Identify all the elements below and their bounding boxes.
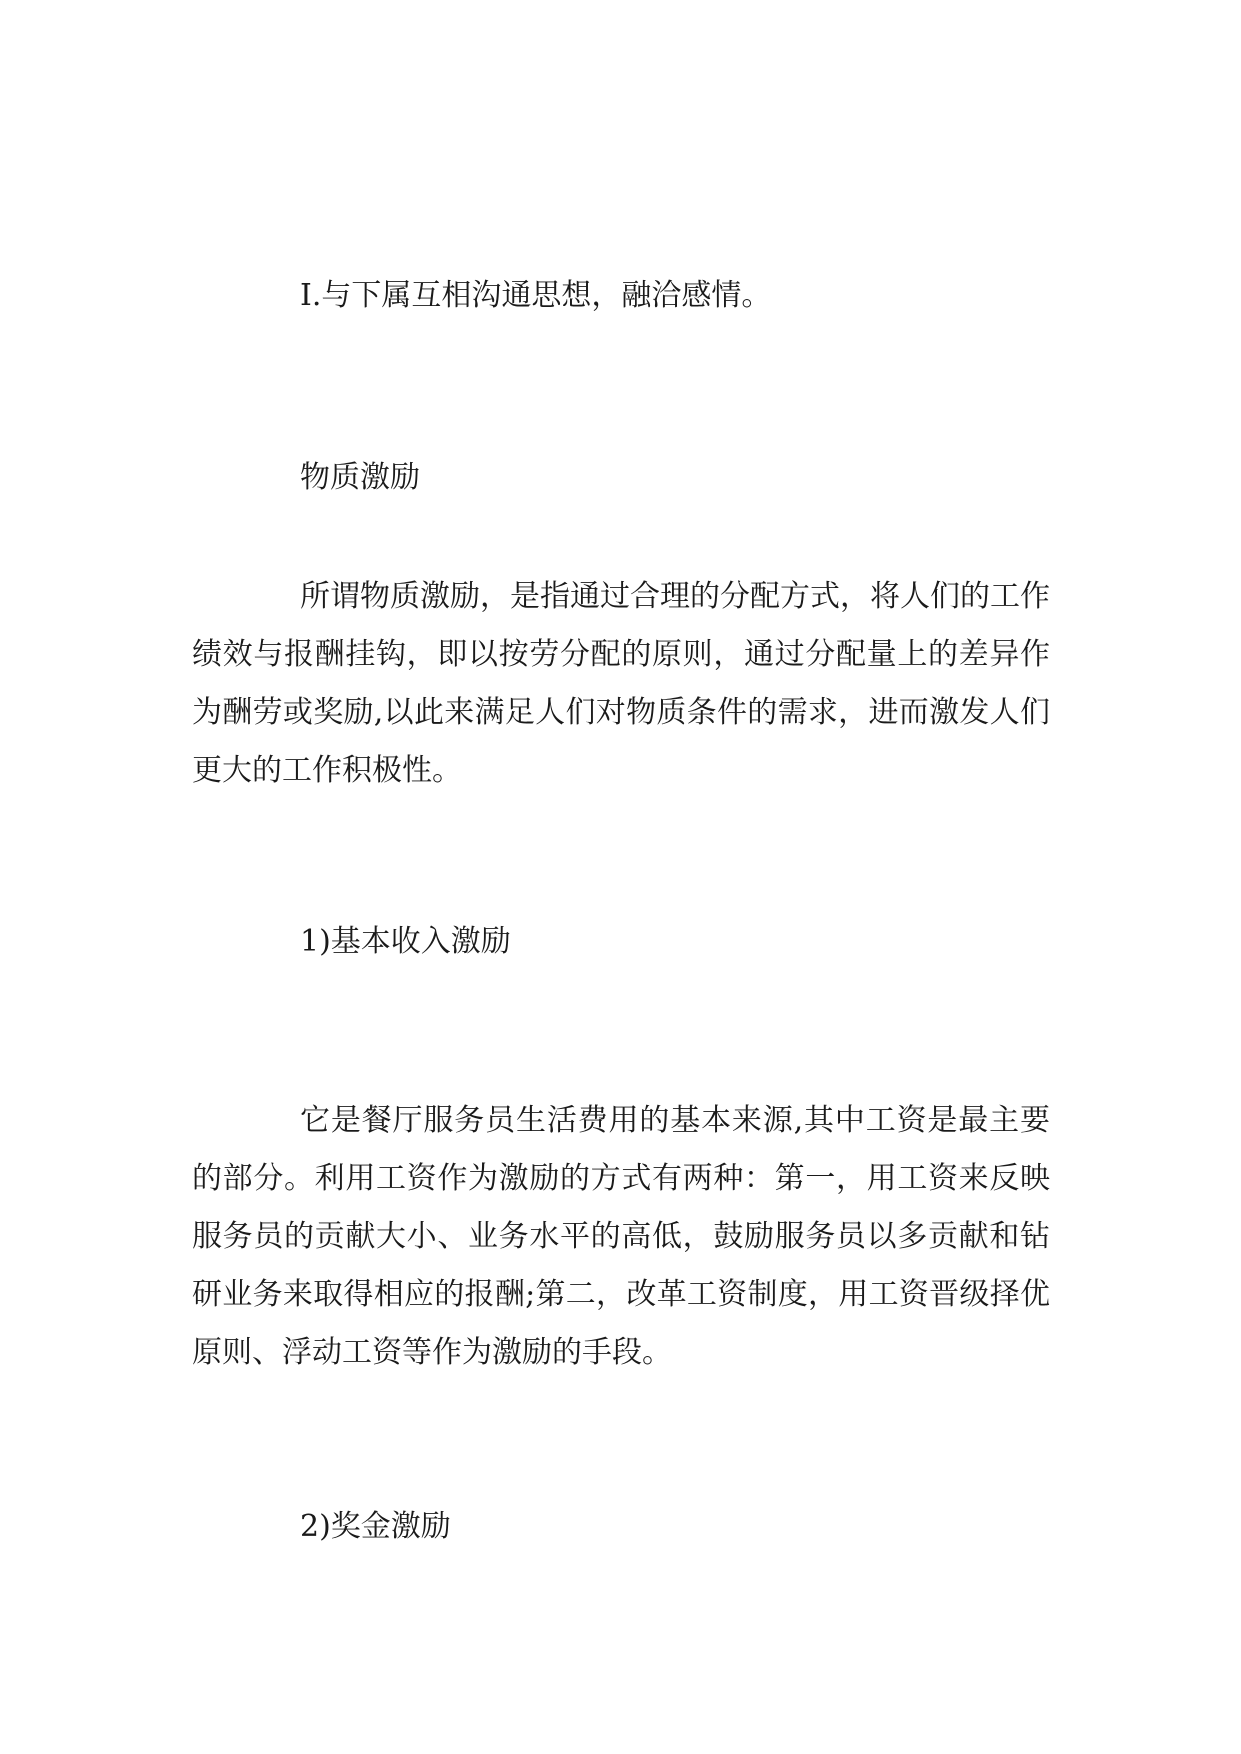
section-heading-material-incentive: 物质激励 <box>300 460 420 495</box>
list-item-communicate: I.与下属互相沟通思想，融洽感情。 <box>300 278 772 313</box>
paragraph-material-incentive-definition: 所谓物质激励，是指通过合理的分配方式，将人们的工作绩效与报酬挂钩，即以按劳分配的原则，通过分配量上的差异作为酬劳或奖励,以此来满足人们对物质条件的需求，进而激发人们更大的工作积极性。 <box>192 579 1050 788</box>
subheading-basic-income-incentive: 1)基本收入激励 <box>300 924 511 959</box>
subheading-bonus-incentive: 2)奖金激励 <box>300 1509 451 1544</box>
paragraph-basic-income-incentive: 它是餐厅服务员生活费用的基本来源,其中工资是最主要的部分。利用工资作为激励的方式有两种：第一，用工资来反映服务员的贡献大小、业务水平的高低，鼓励服务员以多贡献和钻研业务来取得相应的报酬;第二，改革工资制度，用工资晋级择优原则、浮动工资等作为激励的手段。 <box>192 1103 1050 1370</box>
